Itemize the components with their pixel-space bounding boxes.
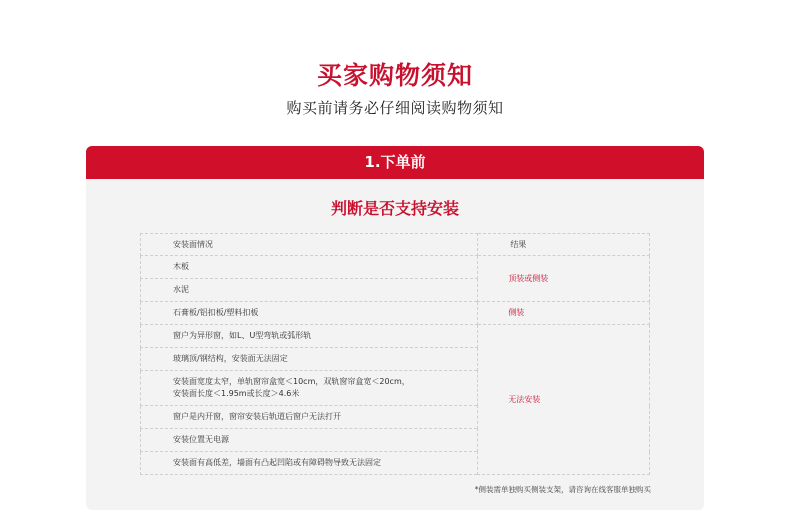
- section-title: 判断是否支持安装: [330, 199, 459, 218]
- surface-cell: 水泥: [141, 279, 478, 302]
- surface-cell: 石膏板/铝扣板/塑料扣板: [141, 302, 478, 325]
- page-title: 买家购物须知: [316, 61, 473, 90]
- surface-cell: 安装面宽度太窄，单轨窗帘盒宽＜10cm，双轨窗帘盒宽＜20cm， 安装面长度＜1.95m或长度＞4.6米: [141, 371, 478, 406]
- table-row: [141, 256, 650, 279]
- footnote: *侧装需单独购买侧装支架，请咨询在线客服单独购买: [474, 485, 651, 494]
- page-subtitle: 购买前请务必仔细阅读购物须知: [286, 99, 504, 117]
- surface-cell: 窗户为异形窗，如L、U型弯轨或弧形轨: [141, 325, 478, 348]
- surface-cell: 安装位置无电源: [141, 429, 478, 452]
- surface-cell: 安装面有高低差，墙面有凸起凹陷或有障碍物导致无法固定: [141, 452, 478, 475]
- surface-cell: 窗户是内开窗，窗帘安装后轨道后窗户无法打开: [141, 406, 478, 429]
- table-row: [141, 325, 650, 348]
- surface-cell: 玻璃顶/钢结构，安装面无法固定: [141, 348, 478, 371]
- step-card: [86, 146, 704, 510]
- table-header-row: [141, 234, 650, 256]
- column-header-result: 结果: [478, 234, 650, 256]
- step-header: 1.下单前: [86, 146, 704, 179]
- install-rules-table: [140, 233, 650, 475]
- result-cell: 顶装或侧装: [478, 256, 650, 302]
- column-header-surface: 安装面情况: [141, 234, 478, 256]
- table-row: [141, 302, 650, 325]
- surface-cell: 木板: [141, 256, 478, 279]
- result-cell: 侧装: [478, 302, 650, 325]
- result-cell: 无法安装: [478, 325, 650, 475]
